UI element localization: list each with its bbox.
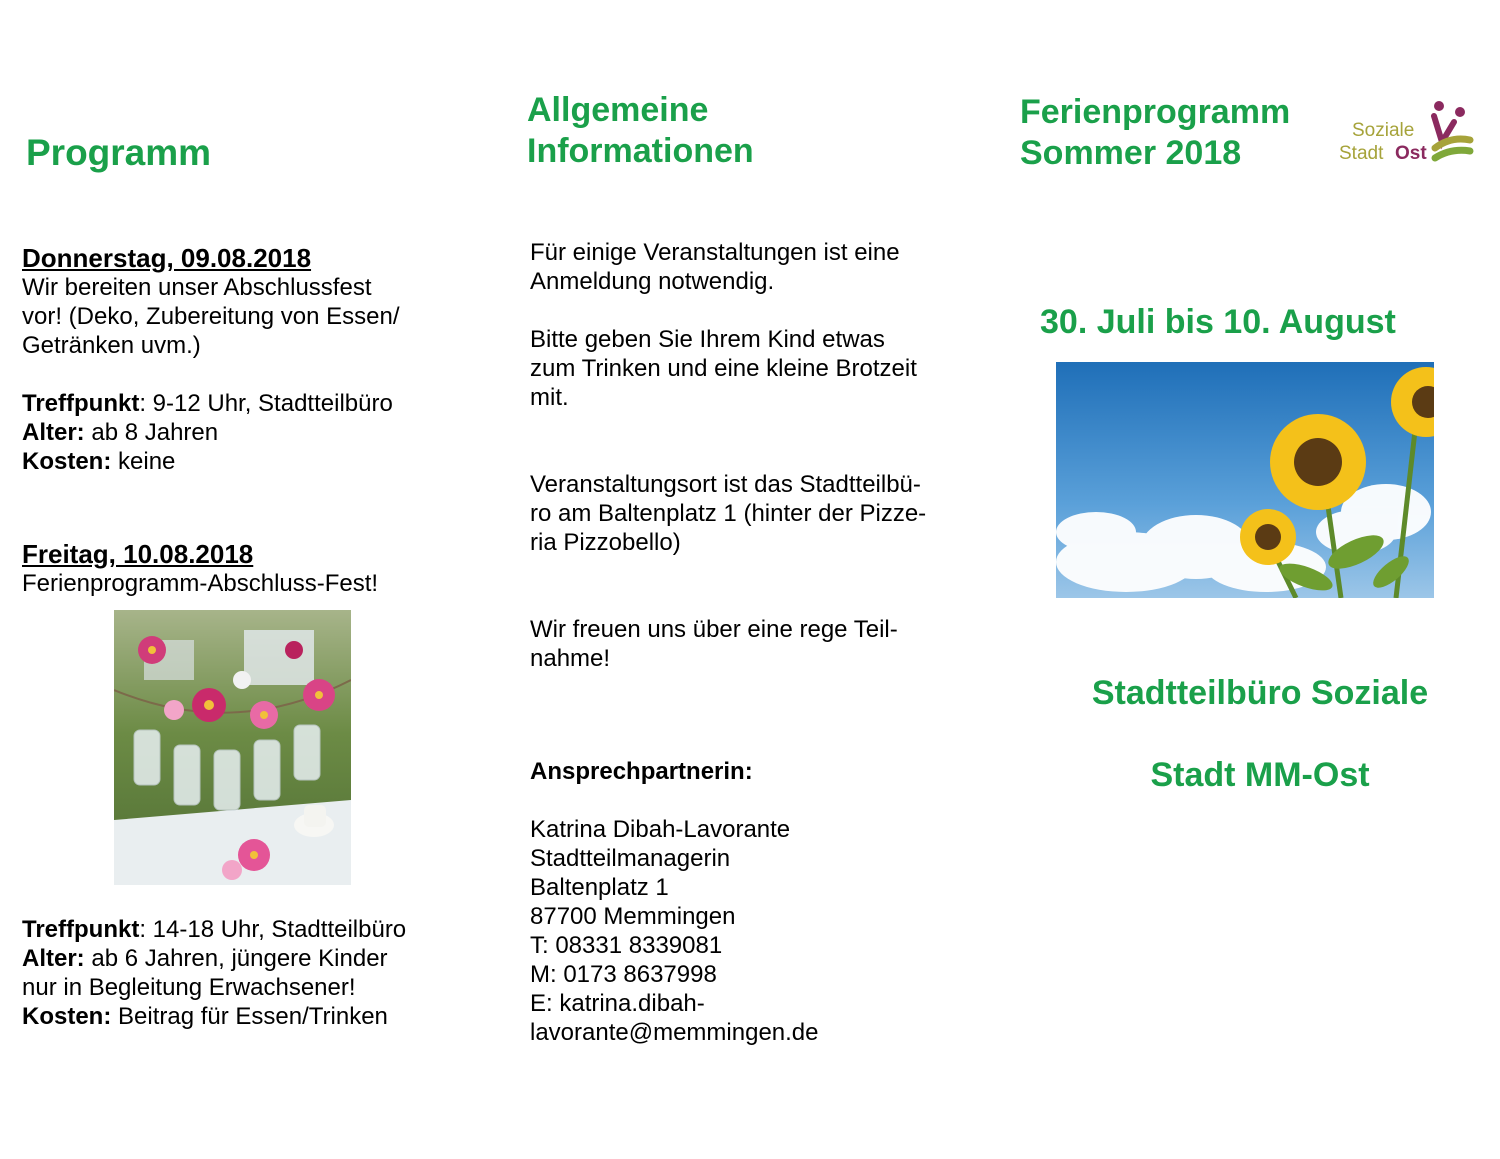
- event-date: Freitag, 10.08.2018: [22, 539, 254, 569]
- programm-heading: Programm: [26, 132, 212, 173]
- contact-block: [530, 757, 980, 1047]
- event-thursday: [22, 243, 472, 476]
- contact-line: Baltenplatz 1: [530, 874, 669, 901]
- event-age-note: nur in Begleitung Erwachsener!: [22, 974, 356, 1001]
- sunflower-sky-photo: [1056, 362, 1434, 598]
- info-paragraph: Veranstaltungsort ist das Stadtteilbü- ro am Baltenplatz 1 (hinter der Pizze- ria Pizzobello): [530, 471, 927, 556]
- contact-title: Ansprechpartnerin:: [530, 758, 753, 785]
- svg-text:Ost: Ost: [1395, 143, 1427, 164]
- event-meeting-point: Treffpunkt: 9-12 Uhr, Stadtteilbüro: [22, 390, 393, 417]
- event-meeting-point: Treffpunkt: 14-18 Uhr, Stadtteilbüro: [22, 916, 407, 943]
- event-friday-details: [22, 915, 482, 1031]
- event-date: Donnerstag, 09.08.2018: [22, 243, 312, 273]
- event-age: Alter: ab 8 Jahren: [22, 419, 219, 446]
- contact-email: E: katrina.dibah-: [530, 990, 705, 1017]
- event-description-line: vor! (Deko, Zubereitung von Essen/: [22, 303, 400, 330]
- event-description-line: Getränken uvm.): [22, 332, 201, 359]
- office-name-line1: Stadtteilbüro Soziale: [1091, 674, 1429, 712]
- svg-text:Soziale: Soziale: [1352, 120, 1415, 141]
- svg-text:Stadt: Stadt: [1339, 143, 1384, 164]
- contact-mobile: M: 0173 8637998: [530, 961, 717, 988]
- general-info-heading: Allgemeine Informationen: [527, 91, 754, 170]
- contact-line: 87700 Memmingen: [530, 903, 736, 930]
- general-info-text: [530, 238, 980, 673]
- event-friday: [22, 539, 472, 598]
- soziale-stadt-ost-logo: [1336, 98, 1476, 168]
- program-title-heading: Ferienprogramm Sommer 2018: [1020, 93, 1291, 172]
- info-paragraph: Für einige Veranstaltungen ist eine Anmeldung notwendig.: [530, 239, 900, 295]
- event-age: Alter: ab 6 Jahren, jüngere Kinder: [22, 945, 388, 972]
- program-date-range: 30. Juli bis 10. August: [1040, 303, 1396, 341]
- contact-phone: T: 08331 8339081: [530, 932, 723, 959]
- info-paragraph: Wir freuen uns über eine rege Teil- nahme!: [530, 616, 898, 672]
- event-description-line: Ferienprogramm-Abschluss-Fest!: [22, 570, 379, 597]
- info-paragraph: Bitte geben Sie Ihrem Kind etwas zum Trinken und eine kleine Brotzeit mit.: [530, 326, 917, 411]
- office-name-line2: Stadt MM-Ost: [1150, 756, 1370, 794]
- event-description-line: Wir bereiten unser Abschlussfest: [22, 274, 372, 301]
- event-cost: Kosten: keine: [22, 448, 176, 475]
- contact-line: Katrina Dibah-Lavorante: [530, 816, 791, 843]
- garden-party-flowers-photo: [114, 610, 351, 885]
- contact-line: Stadtteilmanagerin: [530, 845, 731, 872]
- event-cost: Kosten: Beitrag für Essen/Trinken: [22, 1003, 388, 1030]
- contact-email-cont: lavorante@memmingen.de: [530, 1019, 819, 1046]
